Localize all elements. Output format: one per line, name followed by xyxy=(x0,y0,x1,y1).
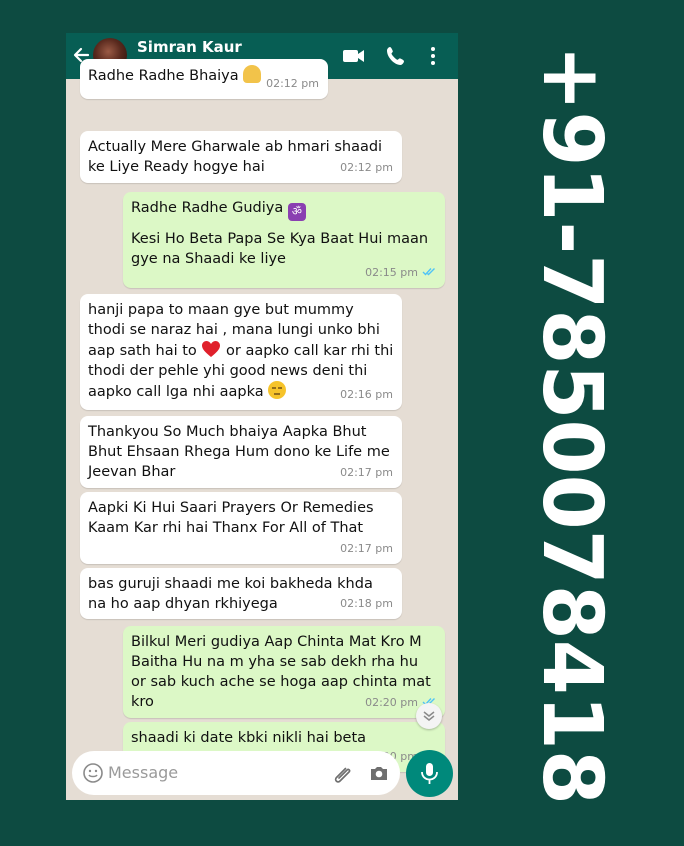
folded-hands-emoji-icon xyxy=(243,65,261,83)
message-bubble-outgoing[interactable] xyxy=(123,192,445,288)
scroll-to-bottom-button[interactable] xyxy=(416,703,442,729)
message-time: 02:17 pm xyxy=(340,466,393,479)
message-time: 02:15 pm xyxy=(365,266,418,279)
message-bubble-outgoing[interactable] xyxy=(123,626,445,718)
message-bubble-incoming[interactable] xyxy=(80,294,402,410)
camera-icon[interactable] xyxy=(368,762,390,784)
message-text: Aapki Ki Hui Saari Prayers Or Remedies Kaam Kar rhi hai Thanx For All of That xyxy=(88,500,379,536)
message-text: hanji papa to maan gye but mummy thodi se naraz hai , mana lungi unko bhi aap sath hai to xyxy=(88,302,385,359)
message-text: Bilkul Meri gudiya Aap Chinta Mat Kro M Baitha Hu na m yha se sab dekh rha hu or sab kuch ache se hoga aap chinta mat kro xyxy=(131,634,436,710)
attach-icon[interactable] xyxy=(332,762,354,784)
message-bubble-incoming[interactable] xyxy=(80,492,402,564)
chevron-down-icon xyxy=(416,703,442,729)
message-list[interactable] xyxy=(66,68,458,763)
message-input-bar[interactable] xyxy=(72,751,400,795)
chat-window xyxy=(66,33,458,800)
message-bubble-incoming[interactable] xyxy=(80,131,402,183)
video-call-icon[interactable] xyxy=(342,45,364,67)
mic-icon xyxy=(406,750,453,797)
message-time: 02:12 pm xyxy=(266,77,319,90)
read-receipt-icon xyxy=(422,263,436,283)
message-text-line xyxy=(131,198,437,221)
message-text: shaadi ki date kbki nikli hai beta xyxy=(131,730,367,746)
message-bubble-incoming[interactable] xyxy=(80,59,328,99)
more-options-icon[interactable] xyxy=(426,45,440,67)
message-time: pm xyxy=(400,750,418,763)
message-text: or aapko call kar rhi thi thodi der pehle yhi good news deni thi aapko call lga nhi aapka xyxy=(88,343,398,400)
red-heart-emoji-icon xyxy=(201,340,221,358)
message-time: 02:17 pm xyxy=(340,542,393,555)
message-bubble-incoming[interactable] xyxy=(80,416,402,488)
emoji-icon[interactable] xyxy=(82,762,104,784)
message-text: Actually Mere Gharwale ab hmari shaadi ke Liye Ready hogye hai xyxy=(88,139,387,175)
message-time-row xyxy=(365,263,436,283)
voice-call-icon[interactable] xyxy=(385,45,407,67)
message-time: 02:16 pm xyxy=(340,388,393,401)
message-text: bas guruji shaadi me koi bakheda khda na ho aap dhyan rkhiyega xyxy=(88,576,378,612)
phone-number-text: +91-7850078418 xyxy=(524,45,619,833)
om-emoji-icon: ॐ xyxy=(288,203,306,221)
message-text: Kesi Ho Beta Papa Se Kya Baat Hui maan gye na Shaadi ke liye xyxy=(131,231,433,267)
message-time: 02:20 pm xyxy=(365,696,418,709)
message-bubble-incoming[interactable] xyxy=(80,568,402,619)
message-time: 02:12 pm xyxy=(340,161,393,174)
contact-name[interactable]: Simran Kaur xyxy=(137,38,242,56)
message-input[interactable]: Message xyxy=(108,763,179,782)
phone-number-overlay xyxy=(521,45,631,833)
message-text: Thankyou So Much bhaiya Aapka Bhut Bhut Ehsaan Rhega Hum dono ke Life me Jeevan Bhar xyxy=(88,424,395,480)
message-time: 02:18 pm xyxy=(340,597,393,610)
message-text: Radhe Radhe Gudiya xyxy=(131,200,284,216)
message-text: Radhe Radhe Bhaiya xyxy=(88,68,239,84)
unamused-face-emoji-icon xyxy=(268,381,286,399)
mic-button[interactable] xyxy=(406,750,453,797)
